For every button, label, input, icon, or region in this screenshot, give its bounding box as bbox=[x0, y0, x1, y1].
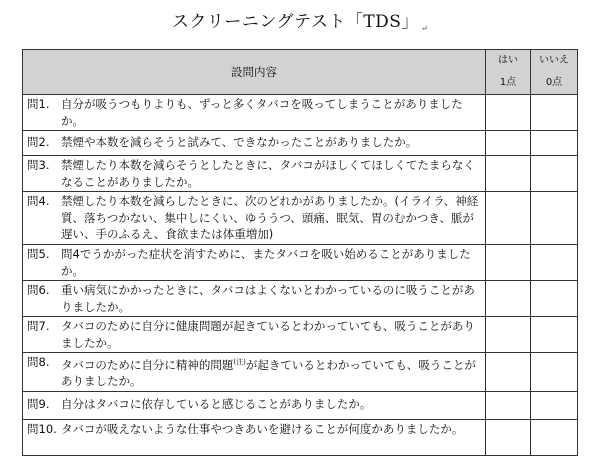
question-number: 問1. bbox=[27, 97, 50, 111]
table-row bbox=[23, 131, 578, 156]
no-answer-cell[interactable] bbox=[531, 156, 578, 192]
question-text: 禁煙したり本数を減らしたときに、次のどれかがありましたか。(イライラ、神経質、落ちつかない、集中しにくい、ゆううつ、頭痛、眠気、胃のむかつき、脈が遅い、手のふるえ、食欲または体重増加) bbox=[61, 194, 479, 241]
no-answer-cell[interactable] bbox=[531, 131, 578, 156]
yes-points: 1点 bbox=[499, 77, 517, 88]
no-points: 0点 bbox=[545, 77, 563, 88]
table-row bbox=[23, 192, 578, 245]
table-row bbox=[23, 156, 578, 192]
question-number: 問3. bbox=[27, 158, 50, 172]
question-cell bbox=[23, 131, 486, 156]
yes-column-header bbox=[486, 50, 531, 95]
question-text: タバコのために自分に健康問題が起きているとわかっていても、吸うことがありましたか。 bbox=[61, 319, 475, 350]
question-number: 問10. bbox=[27, 421, 57, 436]
yes-answer-cell[interactable] bbox=[486, 192, 531, 245]
no-column-header bbox=[531, 50, 578, 95]
question-cell bbox=[23, 391, 486, 419]
screening-table bbox=[22, 49, 578, 456]
table-row bbox=[23, 419, 578, 455]
no-answer-cell[interactable] bbox=[531, 391, 578, 419]
question-text-part: が起きているとわかっていても、吸うことがありましたか。 bbox=[61, 357, 476, 389]
question-number: 問2. bbox=[27, 135, 50, 149]
question-text: 禁煙したり本数を減らそうとしたときに、タバコがほしくてほしくてたまらなくなることがありましたか。 bbox=[61, 158, 475, 189]
yes-answer-cell[interactable] bbox=[486, 317, 531, 353]
question-text: 問4でうかがった症状を消すために、またタバコを吸い始めることがありましたか。 bbox=[61, 247, 471, 278]
question-cell bbox=[23, 317, 486, 353]
yes-answer-cell[interactable] bbox=[486, 419, 531, 455]
question-column-header: 設問内容 bbox=[23, 50, 486, 95]
yes-answer-cell[interactable] bbox=[486, 391, 531, 419]
no-label: いいえ bbox=[539, 55, 569, 66]
table-row bbox=[23, 353, 578, 392]
question-cell bbox=[23, 156, 486, 192]
no-answer-cell[interactable] bbox=[531, 95, 578, 131]
question-text bbox=[61, 354, 481, 390]
yes-label: はい bbox=[498, 55, 518, 66]
question-cell bbox=[23, 192, 486, 245]
question-cell bbox=[23, 281, 486, 317]
question-text: 重い病気にかかったときに、タバコはよくないとわかっているのに吸うことがありましたか。 bbox=[61, 283, 475, 314]
question-text: 禁煙や本数を減らそうと試みて、できなかったことがありましたか。 bbox=[61, 135, 418, 149]
no-answer-cell[interactable] bbox=[531, 353, 578, 392]
no-answer-cell[interactable] bbox=[531, 245, 578, 281]
yes-answer-cell[interactable] bbox=[486, 95, 531, 131]
question-cell bbox=[23, 419, 486, 455]
title-text: スクリーニングテスト「TDS」 bbox=[171, 12, 419, 32]
question-text-part: タバコのために自分に精神的問題 bbox=[61, 357, 234, 372]
no-answer-cell[interactable] bbox=[531, 192, 578, 245]
question-text: タバコが吸えないような仕事やつきあいを避けることが何度かありましたか。 bbox=[61, 421, 464, 436]
yes-answer-cell[interactable] bbox=[486, 281, 531, 317]
table-row bbox=[23, 391, 578, 419]
no-answer-cell[interactable] bbox=[531, 317, 578, 353]
table-row bbox=[23, 317, 578, 353]
question-number: 問5. bbox=[27, 247, 50, 261]
yes-answer-cell[interactable] bbox=[486, 131, 531, 156]
question-cell bbox=[23, 95, 486, 131]
return-mark-icon: ↵ bbox=[420, 24, 429, 33]
question-text: 自分が吸うつもりよりも、ずっと多くタバコを吸ってしまうことがありましたか。 bbox=[61, 97, 463, 128]
yes-answer-cell[interactable] bbox=[486, 353, 531, 392]
table-row bbox=[23, 95, 578, 131]
no-answer-cell[interactable] bbox=[531, 419, 578, 455]
footnote-marker: (注) bbox=[233, 358, 246, 366]
question-cell bbox=[23, 353, 486, 392]
question-number: 問9. bbox=[27, 396, 50, 411]
question-cell bbox=[23, 245, 486, 281]
question-text: 自分はタバコに依存していると感じることがありましたか。 bbox=[61, 396, 372, 411]
table-row bbox=[23, 245, 578, 281]
question-number: 問4. bbox=[27, 194, 50, 208]
question-number: 問6. bbox=[27, 283, 50, 297]
yes-answer-cell[interactable] bbox=[486, 245, 531, 281]
yes-answer-cell[interactable] bbox=[486, 156, 531, 192]
question-number: 問8. bbox=[27, 355, 50, 369]
question-number: 問7. bbox=[27, 319, 50, 333]
page-title bbox=[0, 7, 600, 33]
no-answer-cell[interactable] bbox=[531, 281, 578, 317]
table-header-row bbox=[23, 50, 578, 95]
table-row bbox=[23, 281, 578, 317]
